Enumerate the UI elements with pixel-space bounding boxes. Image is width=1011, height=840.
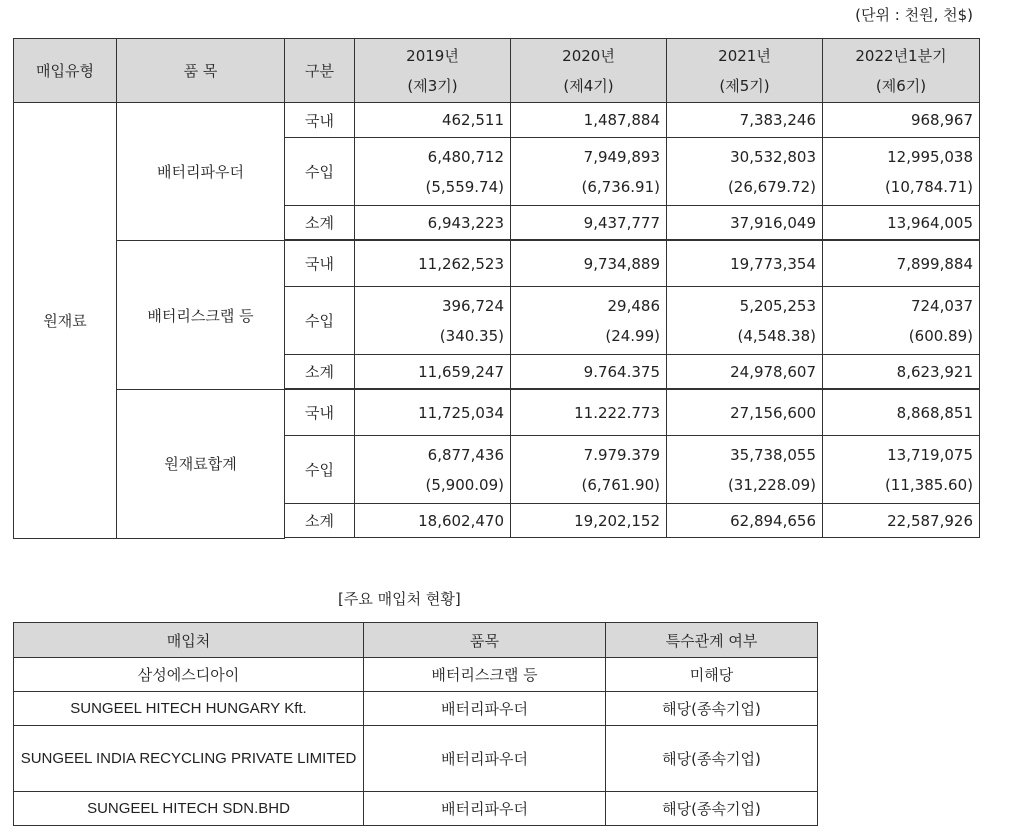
supplier-table <box>13 622 818 826</box>
table-row <box>14 692 818 726</box>
relation-cell: 미해당 <box>606 658 818 692</box>
value-cell: 724,037 (600.89) <box>823 287 980 355</box>
value-cell: 6,877,436 (5,900.09) <box>355 436 511 504</box>
value-cell: 12,995,038 (10,784.71) <box>823 138 980 206</box>
value-cell: 27,156,600 <box>667 390 823 436</box>
header-type: 매입유형 <box>14 39 117 103</box>
supplier-cell: 삼성에스디아이 <box>14 658 364 692</box>
value-cell: 8,623,921 <box>823 355 980 389</box>
value-cell: 8,868,851 <box>823 390 980 436</box>
value-cell: 18,602,470 <box>355 504 511 538</box>
category-cell: 수입 <box>285 287 355 355</box>
value-cell: 30,532,803 (26,679.72) <box>667 138 823 206</box>
value-cell: 9.764.375 <box>511 355 667 389</box>
table-row <box>14 103 980 138</box>
category-cell: 소계 <box>285 355 355 389</box>
relation-cell: 해당(종속기업) <box>606 792 818 826</box>
category-cell: 소계 <box>285 206 355 240</box>
value-cell: 968,967 <box>823 103 980 138</box>
value-cell: 11.222.773 <box>511 390 667 436</box>
category-cell: 수입 <box>285 138 355 206</box>
item-cell: 원재료합계 <box>117 390 285 539</box>
value-cell: 24,978,607 <box>667 355 823 389</box>
value-cell: 462,511 <box>355 103 511 138</box>
value-cell: 19,202,152 <box>511 504 667 538</box>
table-row <box>14 241 980 287</box>
header-2020: 2020년 (제4기) <box>511 39 667 103</box>
category-cell: 수입 <box>285 436 355 504</box>
item-cell: 배터리파우더 <box>364 726 606 792</box>
header-item: 품 목 <box>117 39 285 103</box>
item-cell: 배터리파우더 <box>117 103 285 241</box>
value-cell: 1,487,884 <box>511 103 667 138</box>
value-cell: 9,437,777 <box>511 206 667 240</box>
value-cell: 37,916,049 <box>667 206 823 240</box>
item-cell: 배터리스크랩 등 <box>364 658 606 692</box>
value-cell: 11,725,034 <box>355 390 511 436</box>
item-cell: 배터리스크랩 등 <box>117 241 285 390</box>
value-cell: 22,587,926 <box>823 504 980 538</box>
table-caption: [주요 매입처 현황] <box>338 590 461 608</box>
value-cell: 7,949,893 (6,736.91) <box>511 138 667 206</box>
category-cell: 국내 <box>285 241 355 287</box>
value-cell: 13,719,075 (11,385.60) <box>823 436 980 504</box>
unit-note: (단위 : 천원, 천$) <box>855 6 973 24</box>
value-cell: 9,734,889 <box>511 241 667 287</box>
value-cell: 7,383,246 <box>667 103 823 138</box>
supplier-cell: SUNGEEL INDIA RECYCLING PRIVATE LIMITED <box>14 726 364 792</box>
table-row <box>14 726 818 792</box>
item-cell: 배터리파우더 <box>364 792 606 826</box>
header-category: 구분 <box>285 39 355 103</box>
supplier-cell: SUNGEEL HITECH HUNGARY Kft. <box>14 692 364 726</box>
category-cell: 소계 <box>285 504 355 538</box>
table-row <box>14 792 818 826</box>
value-cell: 19,773,354 <box>667 241 823 287</box>
header-item: 품목 <box>364 623 606 658</box>
value-cell: 5,205,253 (4,548.38) <box>667 287 823 355</box>
supplier-cell: SUNGEEL HITECH SDN.BHD <box>14 792 364 826</box>
value-cell: 6,943,223 <box>355 206 511 240</box>
header-supplier: 매입처 <box>14 623 364 658</box>
value-cell: 35,738,055 (31,228.09) <box>667 436 823 504</box>
value-cell: 62,894,656 <box>667 504 823 538</box>
purchase-table <box>13 38 980 539</box>
relation-cell: 해당(종속기업) <box>606 692 818 726</box>
item-cell: 배터리파우더 <box>364 692 606 726</box>
table-row <box>14 658 818 692</box>
value-cell: 13,964,005 <box>823 206 980 240</box>
type-cell: 원재료 <box>14 103 117 539</box>
value-cell: 396,724 (340.35) <box>355 287 511 355</box>
header-2021: 2021년 (제5기) <box>667 39 823 103</box>
header-2019: 2019년 (제3기) <box>355 39 511 103</box>
header-relation: 특수관계 여부 <box>606 623 818 658</box>
relation-cell: 해당(종속기업) <box>606 726 818 792</box>
header-2022q1: 2022년1분기 (제6기) <box>823 39 980 103</box>
value-cell: 29,486 (24.99) <box>511 287 667 355</box>
value-cell: 11,659,247 <box>355 355 511 389</box>
table-row <box>14 390 980 436</box>
category-cell: 국내 <box>285 390 355 436</box>
value-cell: 6,480,712 (5,559.74) <box>355 138 511 206</box>
value-cell: 11,262,523 <box>355 241 511 287</box>
value-cell: 7.979.379 (6,761.90) <box>511 436 667 504</box>
category-cell: 국내 <box>285 103 355 138</box>
value-cell: 7,899,884 <box>823 241 980 287</box>
